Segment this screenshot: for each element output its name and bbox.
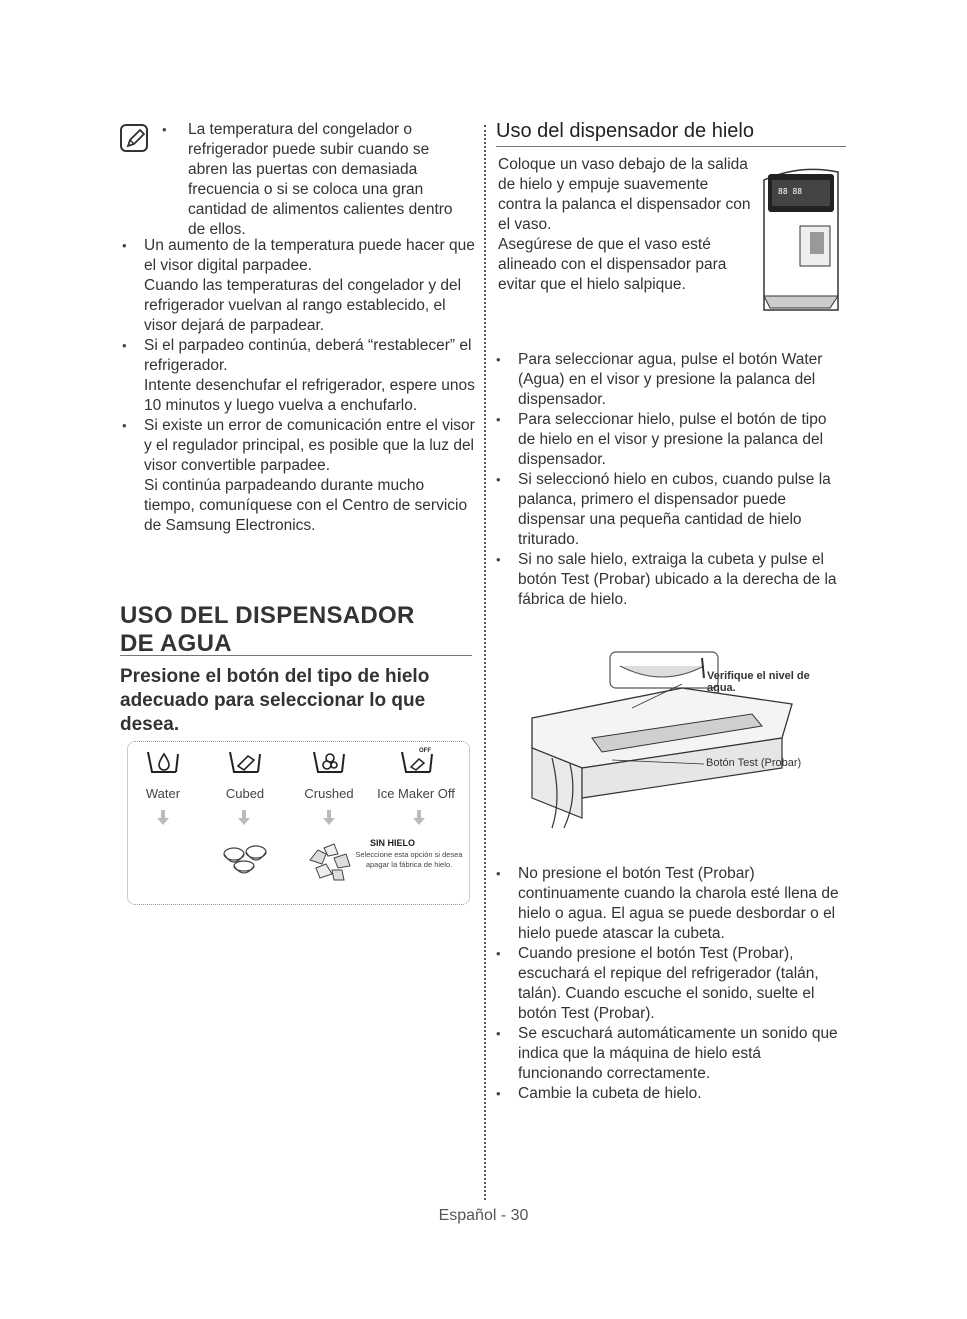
ice-bullet-list-2: [492, 864, 844, 1104]
bullet-extra-text: Cuando las temperaturas del congelador y del refrigerador vuelvan al rango establecido, el visor dejará de parpadear.: [144, 277, 462, 334]
note-bullet: • La temperatura del congelador o refrigerador puede subir cuando se abren las puertas con demasiada frecuencia o si se coloca una gran cantidad de alimentos calientes dentro de ellos.: [158, 120, 458, 240]
bullet-text: • Si existe un error de comunicación entre el visor y el regulador principal, es posible que la luz del visor convertible parpadee.: [144, 417, 475, 474]
list-item: [118, 336, 478, 416]
dispenser-panel: [127, 741, 470, 905]
list-item: • No presione el botón Test (Probar) continuamente cuando la charola esté llena de hielo o agua. El agua se puede desbordar o el hielo puede atascar la cubeta.: [492, 864, 844, 944]
list-item: • Cuando presione el botón Test (Probar), escuchará el repique del refrigerador (talán, talán). Cuando escuche el sonido, suelte el botón Test (Probar).: [492, 944, 844, 1024]
list-item: [118, 236, 478, 336]
list-item: • Cambie la cubeta de hielo.: [492, 1084, 844, 1104]
off-badge: OFF: [419, 748, 431, 754]
section-subtitle: Presione el botón del tipo de hielo adecuado para seleccionar lo que desea.: [120, 666, 430, 735]
ice-crushed-icon[interactable]: [312, 748, 346, 783]
arrow-down-icon: [156, 810, 170, 826]
ice-cubed-icon[interactable]: [228, 748, 262, 783]
bullet-extra-text: Si continúa parpadeando durante mucho tiempo, comuníquese con el Centro de servicio de Samsung Electronics.: [144, 477, 468, 534]
water-label: Water: [145, 786, 181, 801]
ice-intro-2: Asegúrese de que el vaso esté alineado con el dispensador para evitar que el hielo salpique.: [498, 236, 727, 293]
dispenser-illustration: [760, 160, 840, 319]
list-item: • Si seleccionó hielo en cubos, cuando pulse la palanca, primero el dispensador puede dispensar una pequeña cantidad de hielo triturado.: [492, 470, 844, 550]
ice-intro-1: Coloque un vaso debajo de la salida de hielo y empuje suavemente contra la palanca el dispensador con el vaso.: [498, 156, 751, 233]
list-item: • Para seleccionar agua, pulse el botón Water (Agua) en el visor y presione la palanca del dispensador.: [492, 350, 844, 410]
list-item: [118, 416, 478, 536]
list-item: • Si no sale hielo, extraiga la cubeta y pulse el botón Test (Probar) ubicado a la derecha de la fábrica de hielo.: [492, 550, 844, 610]
bullet-text: • Un aumento de la temperatura puede hacer que el visor digital parpadee.: [144, 237, 475, 274]
water-drop-icon[interactable]: [146, 748, 180, 783]
section-title-water: USO DEL DISPENSADOR DE AGUA: [120, 602, 415, 657]
arrow-down-icon: [322, 810, 336, 826]
no-ice-title: SIN HIELO: [370, 838, 416, 848]
left-bullet-list: [118, 236, 478, 536]
arrow-down-icon: [237, 810, 251, 826]
ice-cubes-illustration: [220, 840, 272, 885]
svg-text:88 88: 88 88: [778, 187, 803, 196]
list-item: • Se escuchará automáticamente un sonido que indica que la máquina de hielo está funcionando correctamente.: [492, 1024, 844, 1084]
arrow-down-icon: [412, 810, 426, 826]
note-pencil-icon: [118, 122, 152, 161]
section-rule: [120, 655, 472, 656]
cubed-label: Cubed: [225, 786, 265, 801]
crushed-ice-illustration: [304, 840, 356, 889]
bullet-text: • Si el parpadeo continúa, deberá “restablecer” el refrigerador.: [144, 337, 472, 374]
no-ice-text: Seleccione esta opción si desea apagar la fábrica de hielo.: [355, 850, 463, 869]
ice-bullet-list-1: [492, 350, 844, 610]
ice-maker-off-label: Ice Maker Off: [377, 786, 455, 801]
callout-test-button: Botón Test (Probar): [706, 757, 802, 769]
crushed-label: Crushed: [304, 786, 354, 801]
list-item: • Para seleccionar hielo, pulse el botón de tipo de hielo en el visor y presione la palanca del dispensador.: [492, 410, 844, 470]
column-divider: [484, 125, 486, 1200]
callout-water-level: Verifique el nivel de agua.: [707, 670, 810, 694]
page-footer: Español - 30: [438, 1207, 529, 1224]
bullet-extra-text: Intente desenchufar el refrigerador, espere unos 10 minutos y luego vuelva a enchufarlo.: [144, 377, 475, 414]
section-title-ice: Uso del dispensador de hielo: [496, 120, 754, 142]
section-rule: [496, 146, 846, 147]
